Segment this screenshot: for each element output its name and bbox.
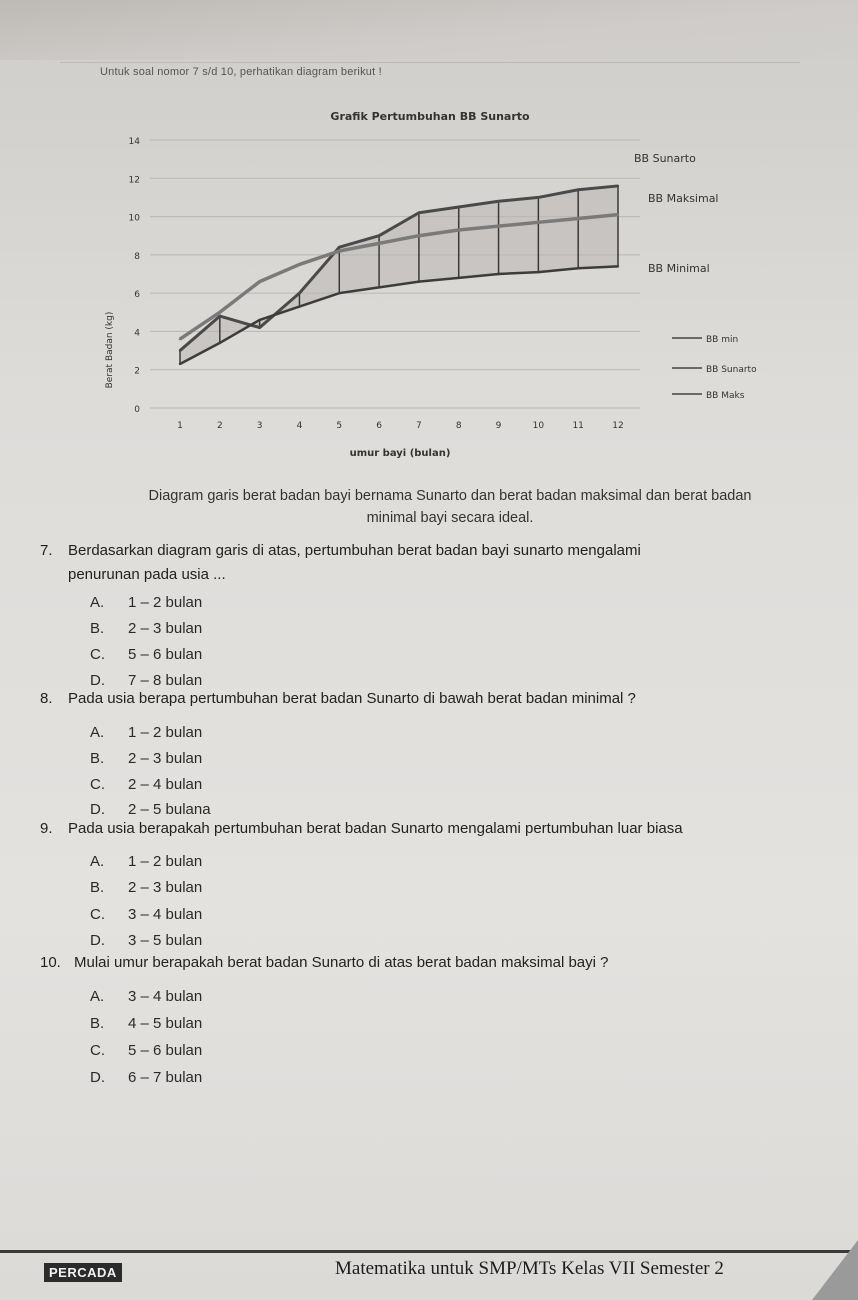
data-point: [179, 338, 181, 340]
option-8c[interactable]: C. 2 – 4 bulan: [90, 776, 203, 793]
page-corner: [812, 1240, 858, 1300]
question-number: 9.: [40, 820, 53, 837]
y-tick-label: 0: [134, 405, 140, 415]
x-tick-label: 5: [336, 421, 343, 431]
data-point: [338, 250, 340, 252]
option-7c[interactable]: C. 5 – 6 bulan: [90, 646, 203, 663]
x-tick-label: 9: [495, 421, 502, 431]
question-text: Pada usia berapa pertumbuhan berat badan Sunarto di bawah berat badan minimal ?: [68, 690, 636, 707]
question-9: [40, 820, 683, 837]
option-8d[interactable]: D. 2 – 5 bulana: [90, 801, 211, 818]
data-point: [617, 265, 619, 267]
data-point: [258, 326, 260, 328]
option-9a[interactable]: A. 1 – 2 bulan: [90, 853, 203, 870]
option-10c[interactable]: C. 5 – 6 bulan: [90, 1042, 203, 1059]
figure-intro-text: Untuk soal nomor 7 s/d 10, perhatikan diagram berikut !: [100, 66, 382, 78]
y-tick-label: 4: [134, 328, 140, 339]
option-10d[interactable]: D. 6 – 7 bulan: [90, 1069, 203, 1086]
data-point: [418, 280, 420, 282]
chart-title: Grafik Pertumbuhan BB Sunarto: [330, 110, 530, 123]
data-point: [458, 206, 460, 208]
option-9c[interactable]: C. 3 – 4 bulan: [90, 906, 203, 923]
option-7d[interactable]: D. 7 – 8 bulan: [90, 672, 203, 689]
x-tick-label: 1: [177, 421, 183, 431]
x-tick-label: 12: [612, 421, 624, 431]
x-tick-label: 8: [455, 421, 462, 431]
x-tick-label: 3: [256, 421, 263, 431]
y-axis-label: Berat Badan (kg): [105, 311, 115, 389]
legend-label: BB min: [706, 335, 739, 345]
option-7a[interactable]: A. 1 – 2 bulan: [90, 594, 203, 611]
option-10a[interactable]: A. 3 – 4 bulan: [90, 988, 203, 1005]
x-tick-label: 10: [532, 421, 545, 431]
option-7b[interactable]: B. 2 – 3 bulan: [90, 620, 203, 637]
x-tick-label: 7: [416, 421, 422, 431]
data-point: [298, 305, 300, 307]
legend-label: BB Maks: [706, 391, 745, 401]
data-point: [418, 235, 420, 237]
data-point: [418, 212, 420, 214]
x-tick-label: 4: [296, 421, 303, 431]
data-point: [458, 229, 460, 231]
figure-caption-line-1: Diagram garis berat badan bayi bernama Sunarto dan berat badan maksimal dan berat badan: [148, 488, 752, 504]
y-tick-label: 12: [128, 175, 140, 186]
x-tick-label: 6: [376, 421, 382, 431]
legend-label: BB Sunarto: [706, 365, 757, 375]
data-point: [378, 242, 380, 244]
data-point: [378, 235, 380, 237]
data-point: [258, 280, 260, 282]
question-number: 8.: [40, 690, 53, 707]
data-point: [219, 311, 221, 313]
publisher-badge: PERCADA: [44, 1263, 122, 1282]
data-point: [378, 286, 380, 288]
data-point: [497, 200, 499, 202]
data-point: [338, 292, 340, 294]
data-point: [617, 213, 619, 215]
question-number: 7.: [40, 542, 53, 559]
data-point: [179, 349, 181, 351]
question-8: [40, 690, 636, 707]
option-8b[interactable]: B. 2 – 3 bulan: [90, 750, 203, 767]
data-point: [219, 315, 221, 317]
page-shadow: [0, 0, 858, 60]
y-tick-label: 6: [134, 290, 140, 301]
side-label-bb-minimal: BB Minimal: [648, 262, 710, 275]
data-point: [497, 273, 499, 275]
y-tick-label: 2: [134, 366, 140, 377]
question-text: Pada usia berapakah pertumbuhan berat badan Sunarto mengalami pertumbuhan luar biasa: [68, 820, 683, 837]
data-point: [537, 221, 539, 223]
footer-rule: [0, 1250, 858, 1253]
question-number: 10.: [40, 954, 61, 971]
data-point: [577, 267, 579, 269]
data-point: [617, 185, 619, 187]
data-point: [179, 363, 181, 365]
question-10: [40, 954, 609, 971]
question-text: Berdasarkan diagram garis di atas, pertumbuhan berat badan bayi sunarto mengalami: [68, 542, 641, 559]
option-8a[interactable]: A. 1 – 2 bulan: [90, 724, 203, 741]
data-point: [338, 246, 340, 248]
figure-caption-line-2: minimal bayi secara ideal.: [366, 510, 534, 526]
y-tick-label: 8: [134, 251, 140, 262]
data-point: [258, 319, 260, 321]
data-point: [298, 263, 300, 265]
question-text: Mulai umur berapakah berat badan Sunarto di atas berat badan maksimal bayi ?: [74, 954, 609, 971]
y-tick-label: 10: [128, 213, 140, 224]
data-point: [458, 277, 460, 279]
x-tick-label: 11: [572, 421, 584, 431]
question-7-continued: penurunan pada usia ...: [68, 566, 226, 583]
data-point: [219, 342, 221, 344]
data-point: [577, 217, 579, 219]
book-title: Matematika untuk SMP/MTs Kelas VII Semester 2: [335, 1258, 724, 1279]
data-point: [298, 292, 300, 294]
data-point: [577, 189, 579, 191]
x-axis-label: umur bayi (bulan): [349, 448, 451, 459]
question-7: [40, 542, 641, 559]
y-tick-label: 14: [128, 137, 140, 147]
data-point: [537, 271, 539, 273]
option-9b[interactable]: B. 2 – 3 bulan: [90, 879, 203, 896]
option-10b[interactable]: B. 4 – 5 bulan: [90, 1015, 203, 1032]
side-label-bb-sunarto: BB Sunarto: [634, 152, 696, 165]
side-label-bb-maksimal: BB Maksimal: [648, 192, 719, 205]
data-point: [497, 225, 499, 227]
data-point: [537, 196, 539, 198]
option-9d[interactable]: D. 3 – 5 bulan: [90, 932, 203, 949]
x-tick-label: 2: [216, 421, 223, 431]
shaded-band: [180, 186, 618, 364]
growth-line-chart: [0, 90, 858, 480]
